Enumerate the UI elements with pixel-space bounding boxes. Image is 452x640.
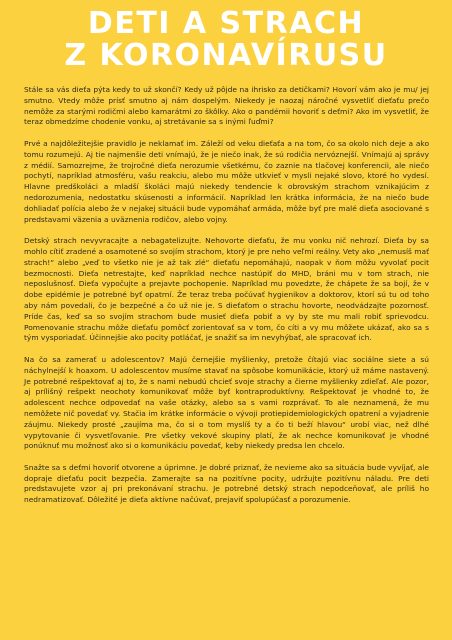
title-line-2: Z KORONAVÍRUSU — [64, 38, 388, 73]
paragraph: Snažte sa s deťmi hovoriť otvorene a úprimne. Je dobré priznať, že nevieme ako sa situácia bude vyvíjať, ale dopraje dieťaťu pocit bezpečia. Zamerajte sa na pozitívne pocity, udržujte pozitívnu náladu. Pre deti predstavujete vzor aj pri prekonávaní strachu. Je potrebné detský strach nepodceňovať, ale príliš ho nedramatizovať. Dôležité je dieťa aktívne načúvať, prejaviť spolupúčasť a porozumenie. — [24, 462, 429, 505]
paragraph: Stále sa vás dieťa pýta kedy to už skončí? Kedy už pôjde na ihrisko za detičkami? Hovorí vám ako je mu/ jej smutno. Vtedy môže prísť smutno aj nám dospelým. Niekedy je naozaj náročné vysvetliť dieťaťu prečo nemôže za starými rodičmi alebo kamarátmi zo škôlky. Ako o pandémii hovoriť s deťmi? Ako im vysvetliť, že teraz obmedzíme chodenie vonku, aj stretávanie sa s inými ľuďmi? — [24, 85, 429, 127]
paragraph: Detský strach nevyvracajte a nebagatelizujte. Nehovorte dieťaťu, že mu vonku nič nehrozí. Dieťa by sa mohlo cítiť zradené a osamotené so svojím strachom, ktorý je pre neho veľmi reálny. Vety ako „nemusíš mať strach!“ alebo „veď to všetko nie je až tak zlé“ dieťaťu nepomáhajú, naopak v ňom môžu vyvolať pocit bezmocnosti. Dieťa netrestajte, keď napríklad nechce nastúpiť do MHD, bráni mu v tom strach, nie neposlušnosť. Dieťa vypočujte a prejavte pochopenie. Napríklad mu povedzte, že chápete že sa bojí, že v dobe epidémie je potrebné byť opatrní. Že teraz treba počúvať hygienikov a doktorov, ktorí sú tu od toho aby nám povedali, čo je bezpečné a čo už nie je. S dieťaťom o strachu hovorte, neodvádzajte pozornosť. Príde čas, keď sa so svojím strachom bude musieť dieťa pobiť a vy by ste mu mali robiť sprievodcu. Pomenovanie strachu môže dieťaťu pomôcť zorientovať sa v tom, čo cíti a vy mu môžete ukázať, ako sa s tým vysporiadať. Účinnejšie ako pocity potláčať, je snažiť sa im nevyhýbať, ale spracovať ich. — [24, 236, 429, 343]
article-body — [24, 85, 429, 506]
title-line-1: DETI A STRACH — [87, 6, 365, 41]
paragraph: Na čo sa zamerať u adolescentov? Majú černejšie myšlienky, pretože čítajú viac sociálne siete a sú náchylnejší k hoaxom. U adolescentov musíme stavať na spôsobe komunikácie, ktorý už máme nastavený. Je potrebné rešpektovať aj to, že s nami nebudú chcieť svoje strachy a čierne myšlienky zdieľať. Ale pozor, aj prílišný rešpekt neochoty komunikovať môže byť kontraproduktívny. Rešpektovať je vhodné to, že adolescent nechce odpovedať na vaše otázky, alebo sa s vami rozprávať. To ale neznamená, že mu nemôžete nič povedať vy. Stačia im krátke informácie o vývoji protiepidemiologických opatrení a vyjadrenie záujmu. Niekedy prosté „zaujíma ma, čo si o tom myslíš ty a čo ti beží hlavou“ urobí viac, než dlhé vypytovanie či vysvetľovanie. Pre všetky vekové skupiny platí, že ak nechce komunikovať je vhodné ponúknuť mu možnosť ako si o komunikáciu povedať, keby niekedy predsa len chcelo. — [24, 354, 429, 451]
paragraph: Prvé a najdôležitejšie pravidlo je neklamať im. Záleží od veku dieťaťa a na tom, čo sa okolo nich deje a ako tomu rozumejú. Aj tie najmenšie deti vnímajú, že je niečo inak, že sú rodičia nervóznejší. Vnímajú aj správy z médií. Samozrejme, že trojročné dieťa nerozumie všetkému, čo zaznie na tlačovej konferencii, ale niečo pochytí, napríklad atmosféru, vašu reakciu, alebo mu môže utkvieť v mysli nejaké slovo, ktoré ho vydesí. Hlavne predškoláci a mladší školáci majú niekedy tendencie k obrovským strachom vznikajúcim z nedorozumenia, nedostatku skúsenosti a informácií. Napríklad len krátka informácia, že na niečo bude dohliadať polícia alebo že v nejakej situácii bude vypomáhať armáda, môže byť pre malé dieťa asociované s predstavami väzenia a uväznenia rodičov, alebo vojny. — [24, 138, 429, 224]
